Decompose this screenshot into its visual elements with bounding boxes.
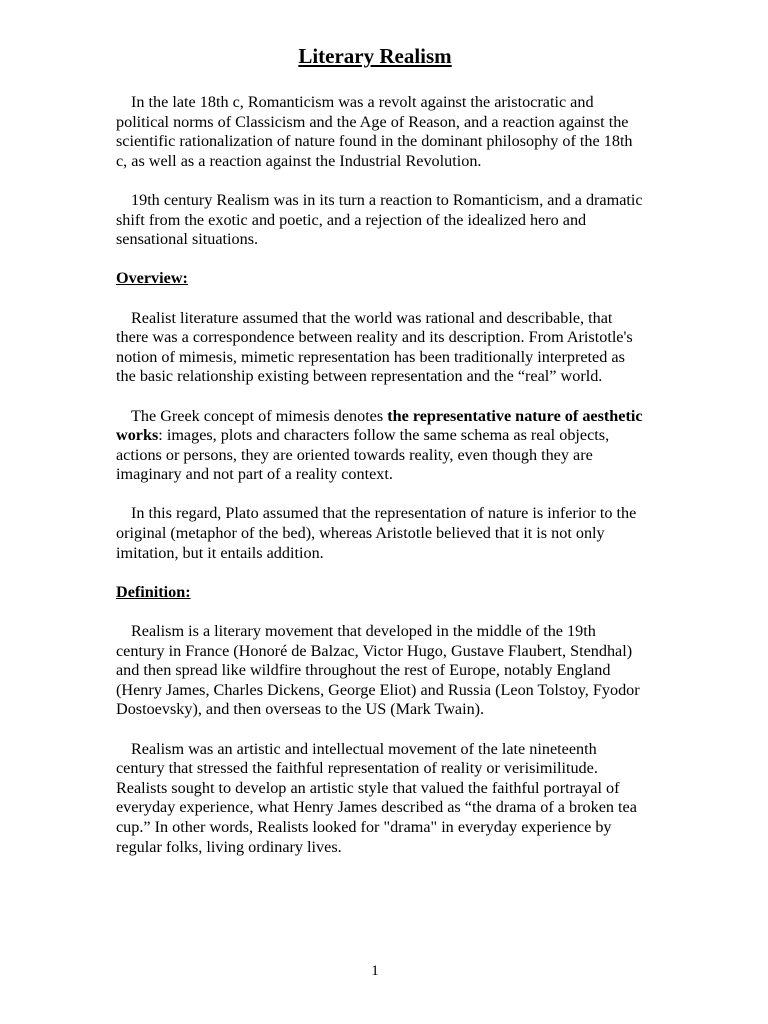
heading-definition: Definition: [116,582,191,601]
page-title: Literary Realism [298,44,452,68]
paragraph-overview-mimesis [116,407,646,485]
mimesis-bold-phrase: the representative nature of aesthetic works [116,406,643,445]
paragraph-intro-realism: 19th century Realism was in its turn a reaction to Romanticism, and a dramatic shift from the exotic and poetic, and a rejection of the idealized hero and sensational situations. [116,190,643,249]
paragraph-definition-movement: Realism is a literary movement that developed in the middle of the 19th century in France (Honoré de Balzac, Victor Hugo, Gustave Flaubert, Stendhal) and then spread like wildfire throughout the rest of Europe, notably England (Henry James, Charles Dickens, George Eliot) and Russia (Leon Tolstoy, Fyodor Dostoevsky), and then overseas to the US (Mark Twain). [116,622,640,719]
page-number: 1 [371,963,379,979]
mimesis-text-start: The Greek concept of mimesis denotes [131,406,388,425]
heading-overview: Overview: [116,269,188,288]
document-body [116,93,646,877]
paragraph-intro-romanticism: In the late 18th c, Romanticism was a revolt against the aristocratic and political norms of Classicism and the Age of Reason, and a reaction against the scientific rationalization of nature found in the dominant philosophy of the 18th c, as well as a reaction against the Industrial Revolution. [116,93,633,170]
paragraph-definition-verisimilitude: Realism was an artistic and intellectual movement of the late nineteenth century that stressed the faithful representation of reality or verisimilitude. Realists sought to develop an artistic style that valued the faithful portrayal of everyday experience, what Henry James described as “the drama of a broken tea cup.” In other words, Realists looked for "drama" in everyday experience by regular folks, living ordinary lives. [116,739,637,856]
paragraph-overview-plato: In this regard, Plato assumed that the representation of nature is inferior to the original (metaphor of the bed), whereas Aristotle believed that it is not only imitation, but it entails addition. [116,504,637,562]
mimesis-text-end: : images, plots and characters follow the same schema as real objects, actions or persons, they are oriented towards reality, even though they are imaginary and not part of a reality context. [116,426,610,484]
paragraph-overview-describable: Realist literature assumed that the world was rational and describable, that there was a correspondence between reality and its description. From Aristotle's notion of mimesis, mimetic representation has been traditionally interpreted as the basic relationship existing between representation and the “real” world. [116,308,633,386]
